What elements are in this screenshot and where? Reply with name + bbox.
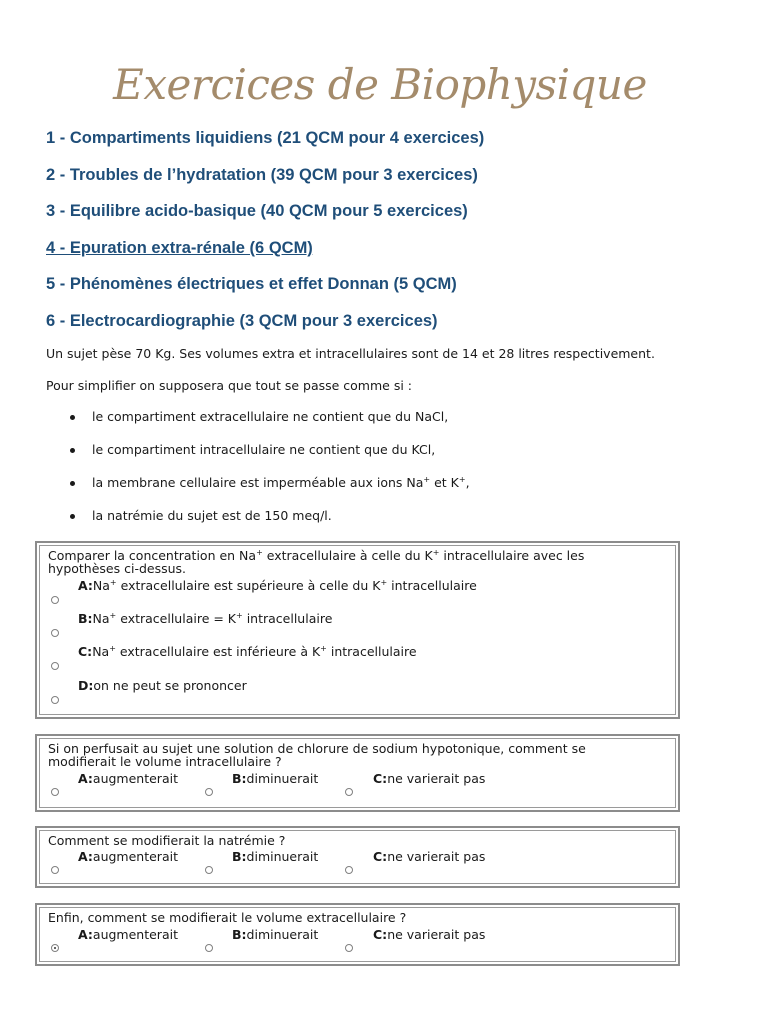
q1-option-d-radio[interactable] xyxy=(51,696,59,704)
intro-assumption: Pour simplifier on supposera que tout se passe comme si : xyxy=(46,378,412,393)
bullet-icon xyxy=(70,415,75,420)
q4-option-c-radio[interactable] xyxy=(345,944,353,952)
q1-option-d-label: D:on ne peut se prononcer xyxy=(78,678,247,693)
q4-option-c-label: C:ne varierait pas xyxy=(373,927,486,942)
toc-link-5[interactable]: 5 - Phénomènes électriques et effet Donnan (5 QCM) xyxy=(46,275,457,294)
q1-option-b-radio[interactable] xyxy=(51,629,59,637)
toc-link-2[interactable]: 2 - Troubles de l’hydratation (39 QCM pour 3 exercices) xyxy=(46,165,478,184)
q1-option-c-radio[interactable] xyxy=(51,662,59,670)
list-item: le compartiment extracellulaire ne contient que du NaCl, xyxy=(46,408,470,441)
toc-link-6[interactable]: 6 - Electrocardiographie (3 QCM pour 3 exercices) xyxy=(46,311,438,330)
q4-option-a-radio-selected[interactable] xyxy=(51,944,59,952)
intro-paragraph: Un sujet pèse 70 Kg. Ses volumes extra et intracellulaires sont de 14 et 28 litres respectivement. xyxy=(46,346,655,361)
q2-option-b-label: B:diminuerait xyxy=(232,771,319,786)
question-1-box xyxy=(35,541,680,719)
q3-option-c-label: C:ne varierait pas xyxy=(373,849,486,864)
q4-option-b-radio[interactable] xyxy=(205,944,213,952)
q3-option-b-label: B:diminuerait xyxy=(232,849,319,864)
question-2-text: Si on perfusait au sujet une solution de chlorure de sodium hypotonique, comment se modifierait le volume intracellulaire ? xyxy=(48,741,586,769)
q2-option-a-radio[interactable] xyxy=(51,788,59,796)
question-2-box xyxy=(35,734,680,812)
question-3-text: Comment se modifierait la natrémie ? xyxy=(48,833,286,848)
list-item: le compartiment intracellulaire ne contient que du KCl, xyxy=(46,441,470,474)
q3-option-b-radio[interactable] xyxy=(205,866,213,874)
q2-option-a-label: A:augmenterait xyxy=(78,771,178,786)
q1-option-b-label: B:Na+ extracellulaire = K+ intracellulaire xyxy=(78,611,333,626)
question-1-text: Comparer la concentration en Na+ extracellulaire à celle du K+ intracellulaire avec les hypothèses ci-dessus. xyxy=(48,548,585,576)
q2-option-c-radio[interactable] xyxy=(345,788,353,796)
toc-link-1[interactable]: 1 - Compartiments liquidiens (21 QCM pour 4 exercices) xyxy=(46,129,485,147)
bullet-icon xyxy=(70,481,75,486)
list-item: la natrémie du sujet est de 150 meq/l. xyxy=(46,507,470,540)
q4-option-b-label: B:diminuerait xyxy=(232,927,319,942)
q4-option-a-label: A:augmenterait xyxy=(78,927,178,942)
list-item: la membrane cellulaire est imperméable aux ions Na+ et K+, xyxy=(46,474,470,507)
q3-option-a-label: A:augmenterait xyxy=(78,849,178,864)
q3-option-a-radio[interactable] xyxy=(51,866,59,874)
question-3-box xyxy=(35,826,680,888)
bullet-icon xyxy=(70,514,75,519)
toc-link-3[interactable]: 3 - Equilibre acido-basique (40 QCM pour 5 exercices) xyxy=(46,202,468,221)
question-4-text: Enfin, comment se modifierait le volume extracellulaire ? xyxy=(48,910,407,925)
q1-option-a-label: A:Na+ extracellulaire est supérieure à celle du K+ intracellulaire xyxy=(78,578,477,593)
bullet-icon xyxy=(70,448,75,453)
table-of-contents xyxy=(46,128,484,348)
q1-option-c-label: C:Na+ extracellulaire est inférieure à K+ intracellulaire xyxy=(78,644,417,659)
page-title: Exercices de Biophysique xyxy=(113,60,647,109)
q2-option-b-radio[interactable] xyxy=(205,788,213,796)
q3-option-c-radio[interactable] xyxy=(345,866,353,874)
assumption-list xyxy=(46,408,470,540)
toc-link-4[interactable]: 4 - Epuration extra-rénale (6 QCM) xyxy=(46,238,313,257)
question-4-box xyxy=(35,903,680,966)
q2-option-c-label: C:ne varierait pas xyxy=(373,771,486,786)
q1-option-a-radio[interactable] xyxy=(51,596,59,604)
